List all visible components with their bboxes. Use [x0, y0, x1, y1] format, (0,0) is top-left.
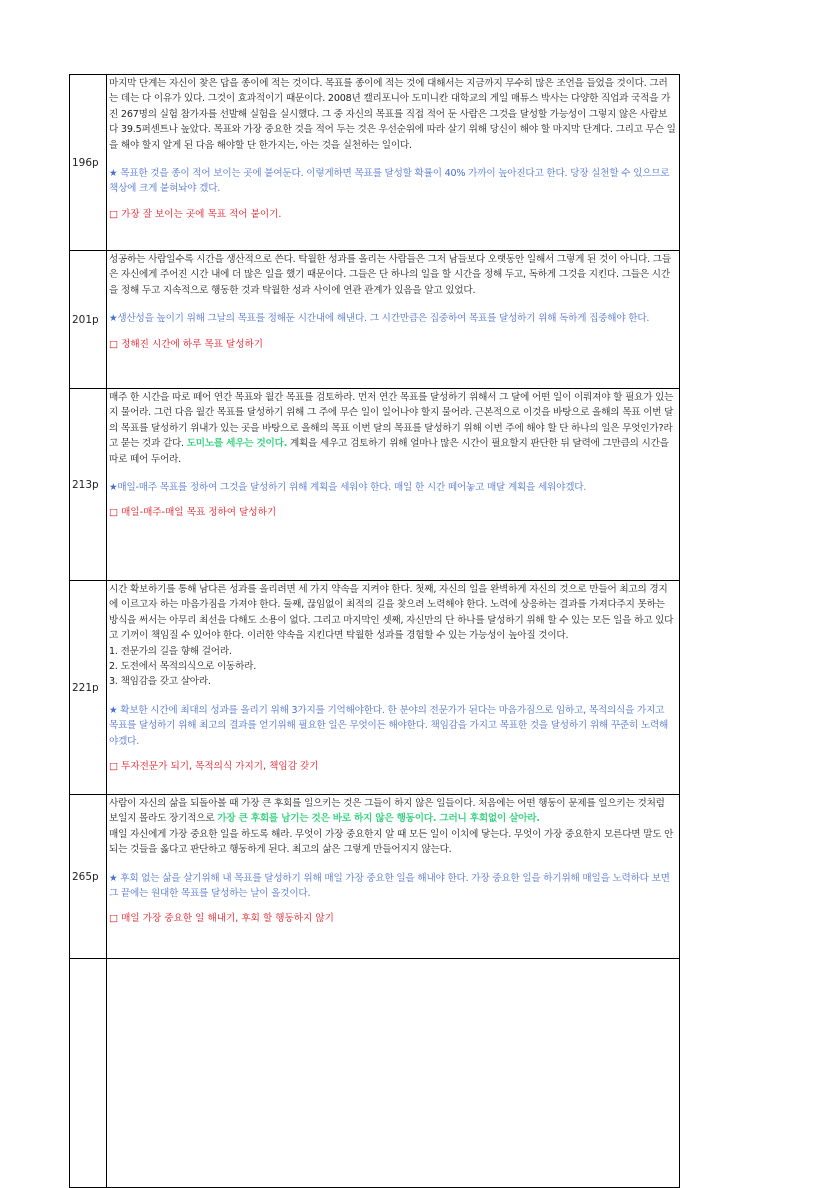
excerpt-text [109, 390, 676, 467]
table-row [70, 581, 680, 795]
excerpt-text: 성공하는 사람일수록 시간을 생산적으로 쓴다. 탁월한 성과를 올리는 사람들은 그저 남들보다 오랫동안 일해서 그렇게 된 것이 아니다. 그들은 자신에게 주어진 시간 내에 더 많은 일을 했기 때문이다. 그들은 단 하나의 일을 할 시간을 정해 두고, 독하게 그것을 지킨다. 그들은 시간을 정해 두고 지속적으로 행동한 것과 탁월한 성과 사이에 연관 관계가 있음을 알고 있었다. [109, 254, 671, 296]
excerpt-text: 마지막 단계는 자신이 찾은 답을 종이에 적는 것이다. 목표를 종이에 적는 것에 대해서는 지금까지 무수히 많은 조언을 들었을 것이다. 그러는 데는 다 이유가 있다. 그것이 효과적이기 때문이다. 2008년 캘리포니아 도미니칸 대학교의 게일 매튜스 박사는 다양한 직업과 국적을 가진 267명의 실험 참가자를 선발해 실험을 실시했다. 그 중 자신의 목표를 직접 적어 둔 사람은 그것을 달성할 가능성이 그렇지 않은 사람보다 39.5퍼센트나 높았다. 목표와 가장 중요한 것을 적어 두는 것은 우선순위에 따라 살기 위해 당신이 해야 할 마지막 단계다. 그리고 무슨 일을 해야 할지 알게 된 다음 해야할 단 한가지는, 아는 것을 실천하는 일이다. [109, 78, 676, 151]
reflection-note: ★ 확보한 시간에 최대의 성과를 올리기 위해 3가지를 기억해야한다. 한 분야의 전문가가 된다는 마음가짐으로 임하고, 목적의식을 가지고 목표를 달성하기 위해 최고의 결과를 얻기위해 필요한 일은 무엇이든 해야한다. 책임감을 가지고 목표한 것을 달성하기 위해 꾸준히 노력해야겠다. [109, 704, 669, 747]
highlighted-text: 가장 큰 후회를 남기는 것은 바로 하지 않은 행동이다. 그러니 후회없이 살아라. [217, 813, 540, 825]
page-number-cell [70, 959, 107, 1188]
table-row-empty [70, 959, 680, 1188]
action-item: □ 매일-매주-매일 목표 정하여 달성하기 [109, 507, 277, 519]
page-number-cell: 221p [70, 581, 107, 795]
table-row [70, 75, 680, 251]
note-content-cell [107, 251, 680, 389]
excerpt-text [109, 796, 676, 827]
highlighted-text: 도미노를 세우는 것이다. [186, 438, 288, 450]
reflection-note: ★생산성을 높이기 위해 그날의 목표를 정해둔 시간내에 해낸다. 그 시간만큼은 집중하여 목표를 달성하기 위해 독하게 집중해야 한다. [109, 313, 650, 325]
note-content-cell [107, 75, 680, 251]
excerpt-text: 시간 확보하기를 통해 남다른 성과를 올리려면 세 가지 약속을 지켜야 한다. 첫째, 자신의 일을 완벽하게 자신의 것으로 만들어 최고의 경지에 이르고자 하는 마음가짐을 가져야 한다. 둘째, 끊임없이 최적의 길을 찾으려 노력해야 한다. 노력에 상응하는 결과를 가져다주지 못하는 방식을 써서는 아무리 최선을 다해도 소용이 없다. 그리고 마지막인 셋째, 자신만의 단 하나를 달성하기 위해 할 수 있는 모든 일을 하고 있다고 기꺼이 책임질 수 있어야 한다. 이러한 약속을 지킨다면 탁월한 성과를 경험할 수 있는 가능성이 높아질 것이다. [109, 584, 674, 642]
reflection-note: ★매일-매주 목표를 정하여 그것을 달성하기 위해 계획을 세워야 한다. 매일 한 시간 떼어놓고 매달 계획을 세워야겠다. [109, 482, 587, 494]
excerpt-text-start: 매주 한 시간을 따로 떼어 연간 목표와 월간 목표를 검토하라. 먼저 연간 목표를 달성하기 위해서 그 달에 어떤 일이 이뤄져야 할 필요가 있는지 물어라. 그런 다음 월간 목표를 달성하기 위해 그 주에 무슨 일이 일어나야 할지 물어라. 근본적으로 이것을 바탕으로 올해의 목표 이번 달의 목표를 달성하기 위내가 있는 곳을 바탕으로 올해의 목표 이번 달의 목표를 달성하기 위해 이번 주에 해야 할 단 하나의 일은 무엇인가?라고 묻는 것과 같다. [109, 392, 674, 450]
excerpt-text-end: 계획을 세우고 검토하기 위해 얼마나 많은 시간이 필요할지 판단한 뒤 달력에 그만큼의 시간을 따로 떼어 두어라. [109, 438, 669, 465]
list-item: 1. 전문가의 길을 향해 걸어라. [109, 645, 232, 657]
action-item: □ 매일 가장 중요한 일 해내기, 후회 할 행동하지 않기 [109, 913, 334, 925]
note-content-cell [107, 581, 680, 795]
reflection-note: ★ 목표한 것을 종이 적어 보이는 곳에 붙여둔다. 이렇게하면 목표를 달성할 확률이 40% 가까이 높아진다고 한다. 당장 실천할 수 있으므로 책상에 크게 붙혀놔야 겠다. [109, 168, 670, 195]
note-content-cell [107, 389, 680, 581]
action-item: □ 투자전문가 되기, 목적의식 가지기, 책임감 갖기 [109, 761, 319, 773]
page-number-cell: 196p [70, 75, 107, 251]
note-content-cell [107, 959, 680, 1188]
table-row [70, 795, 680, 959]
reading-notes-table [69, 74, 680, 1188]
note-content-cell [107, 795, 680, 959]
list-item: 3. 책임감을 갖고 살아라. [109, 676, 211, 688]
action-item: □ 가장 잘 보이는 곳에 목표 적어 붙이기. [109, 208, 282, 220]
excerpt-text-end: 매일 자신에게 가장 중요한 일을 하도록 해라. 무엇이 가장 중요한지 알 때 모든 일이 이치에 닿는다. 무엇이 가장 중요한지 모른다면 말도 안 되는 것들을 옳다고 판단하고 행동하게 된다. 최고의 삶은 그렇게 만들어지지 않는다. [109, 828, 674, 856]
page-number-cell: 213p [70, 389, 107, 581]
action-item: □ 정해진 시간에 하루 목표 달성하기 [109, 338, 264, 350]
page-number-cell: 201p [70, 251, 107, 389]
table-row [70, 251, 680, 389]
page-number-cell: 265p [70, 795, 107, 959]
list-item: 2. 도전에서 목적의식으로 이동하라. [109, 661, 257, 673]
excerpt-text-start: 사람이 자신의 삶을 되돌아볼 때 가장 큰 후회를 일으키는 것은 그들이 하지 않은 일들이다. 처음에는 어떤 행동이 문제를 일으키는 것처럼 보일지 몰라도 장기적으로 [109, 798, 665, 825]
reflection-note: ★ 후회 없는 삶을 살기위해 내 목표를 달성하기 위해 매일 가장 중요한 일을 해내야 한다. 가장 중요한 일을 하기위해 매일을 노력하다 보면 그 끝에는 원대한 목표를 달성하는 날이 올것이다. [109, 872, 670, 900]
table-row [70, 389, 680, 581]
